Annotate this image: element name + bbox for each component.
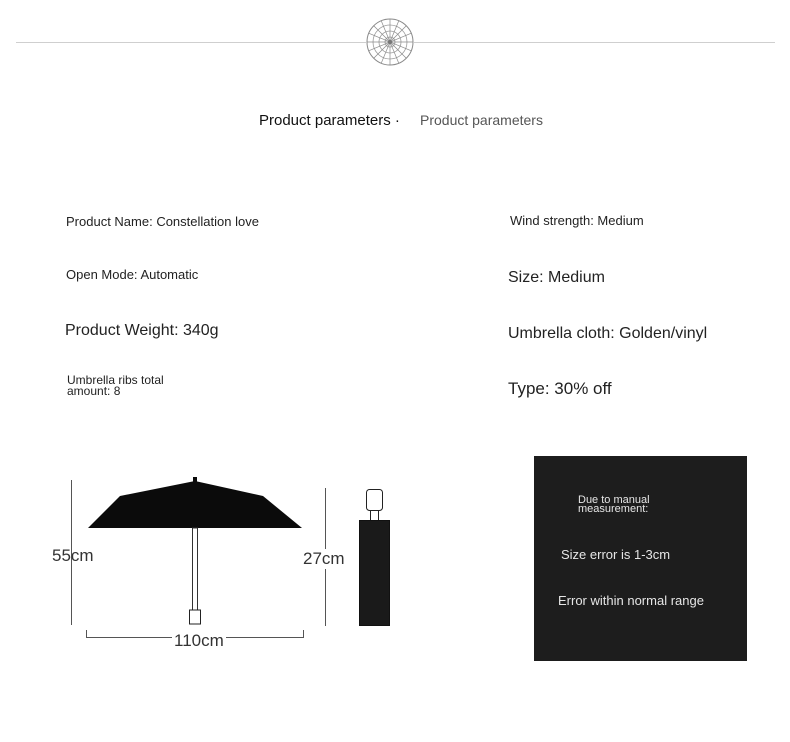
header-divider-right <box>414 42 775 43</box>
note-line-1: Due to manual measurement: <box>578 494 650 515</box>
section-title: Product parameters · <box>259 112 400 129</box>
measurement-note-panel <box>534 456 747 661</box>
param-size: Size: Medium <box>508 269 605 286</box>
section-subtitle: Product parameters <box>420 112 543 128</box>
note-line-3: Error within normal range <box>558 593 704 608</box>
param-type: Type: 30% off <box>508 379 612 398</box>
param-open-mode: Open Mode: Automatic <box>66 267 199 282</box>
note-line-2: Size error is 1-3cm <box>561 547 671 562</box>
open-width-tick-left <box>86 630 87 638</box>
param-wind-strength: Wind strength: Medium <box>510 213 644 228</box>
param-cloth: Umbrella cloth: Golden/vinyl <box>508 325 708 342</box>
param-product-name: Product Name: Constellation love <box>66 214 259 229</box>
param-weight: Product Weight: 340g <box>65 322 219 339</box>
open-width-label: 110cm <box>174 631 224 650</box>
open-height-label: 55cm <box>52 546 94 565</box>
folded-umbrella-icon <box>356 486 394 628</box>
param-ribs: Umbrella ribs total amount: 8 <box>67 373 164 398</box>
open-umbrella-icon <box>80 476 310 628</box>
constellation-seal-icon <box>366 18 414 66</box>
folded-height-label: 27cm <box>303 549 345 568</box>
header-divider-left <box>16 42 366 43</box>
open-width-tick-right <box>303 630 304 638</box>
